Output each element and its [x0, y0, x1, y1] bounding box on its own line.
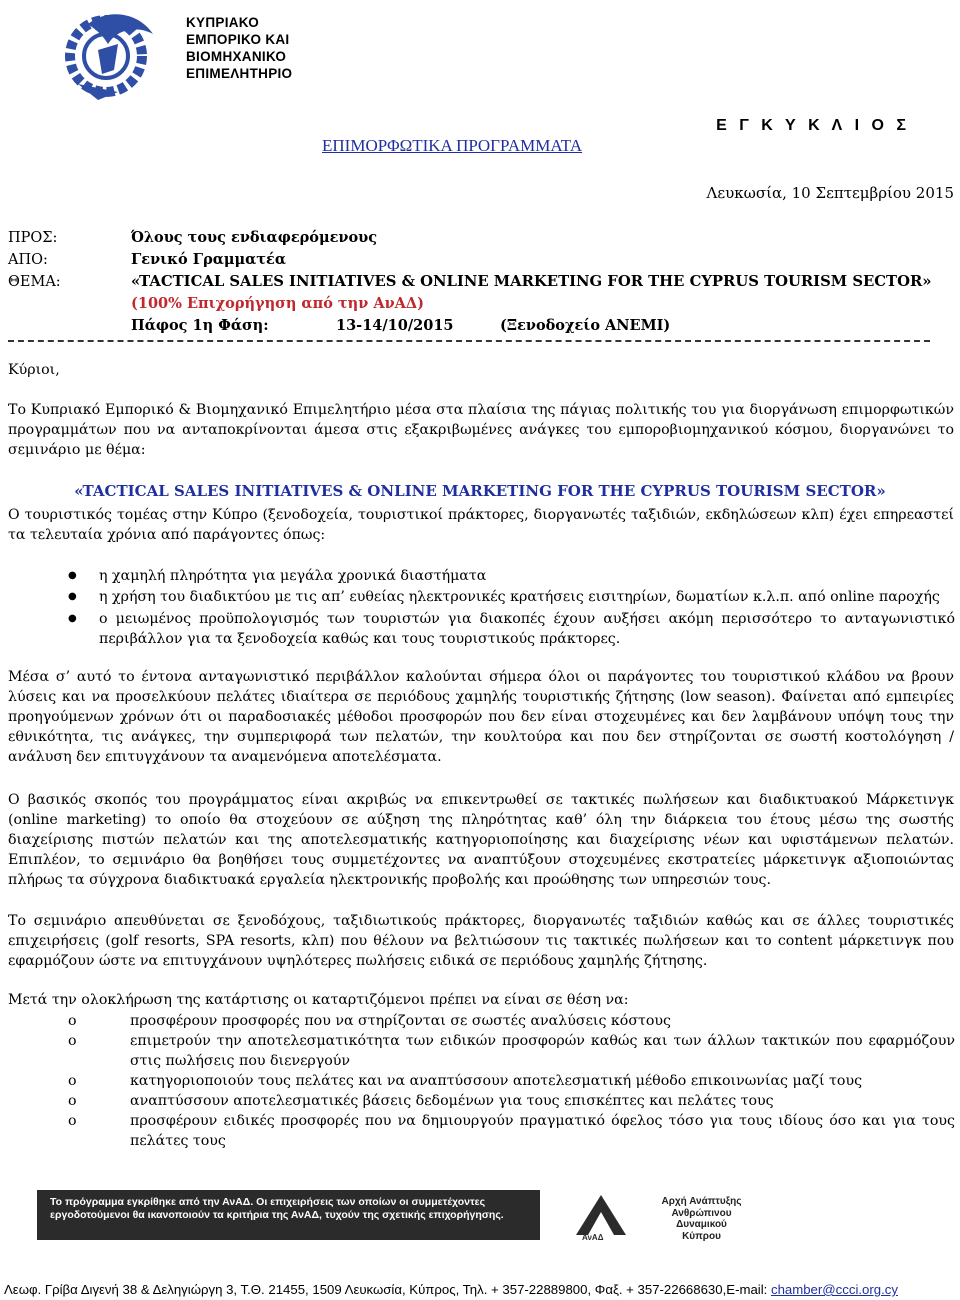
chamber-name-line: ΕΠΙΜΕΛΗΤΗΡΙΟ: [186, 66, 293, 81]
audience-paragraph: Το σεμινάριο απευθύνεται σε ξενοδόχους, ταξιδιωτικούς πράκτορες, διοργανωτές ταξιδιών καθώς και σε άλλες τουριστικές επιχειρήσεις (golf resorts, SPA resorts, κλπ) που θέλουν να βελτιώσουν τις τακτικές πωλήσεων και το content μάρκετινγκ που εφαρμόζουν ώστε να επιτυγχάνουν υψηλότερες πωλήσεις ειδικά σε περιόδους χαμηλής ζήτησης.: [8, 913, 954, 969]
bullet-icon: ●: [68, 570, 77, 581]
programs-title: ΕΠΙΜΟΡΦΩΤΙΚΑ ΠΡΟΓΡΑΜΜΑΤΑ: [322, 136, 583, 155]
bullet-item: η χαμηλή πληρότητα για μεγάλα χρονικά διαστήματα: [99, 568, 487, 584]
chamber-name-line: ΕΜΠΟΡΙΚΟ ΚΑΙ: [186, 32, 290, 47]
subject-subsidy: (100% Επιχορήγηση από την ΑνΑΔ): [131, 295, 424, 312]
seminar-title: «TACTICAL SALES INITIATIVES & ONLINE MARKETING FOR THE CYPRUS TOURISM SECTOR»: [74, 482, 886, 500]
anad-name-line: Δυναμικού: [676, 1219, 727, 1230]
outcomes-intro: Μετά την ολοκλήρωση της κατάρτισης οι καταρτιζόμενοι πρέπει να είναι σε θέση να:: [8, 992, 629, 1008]
circular-title: Ε Γ Κ Υ Κ Λ Ι Ο Σ: [716, 117, 910, 134]
footer-email-link[interactable]: chamber@ccci.org.cy: [770, 1282, 898, 1297]
subject-venue: (Ξενοδοχείο ΑΝΕΜΙ): [500, 317, 671, 334]
bullet-item: η χρήση του διαδικτύου με τις απ’ ευθείας ηλεκτρονικές κρατήσεις εισιτηρίων, δωματίων κ.λ.π. από online παροχής: [99, 589, 940, 605]
outcome-item: προσφέρουν προσφορές που να στηρίζονται σε σωστές αναλύσεις κόστους: [130, 1013, 671, 1029]
chamber-emblem-icon: [58, 4, 178, 104]
subject-dates: 13-14/10/2015: [336, 317, 454, 334]
outcome-item: αναπτύσσουν αποτελεσματικές βάσεις δεδομένων για τους επισκέπτες και πελάτες τους: [130, 1093, 774, 1109]
outcome-marker: o: [68, 1013, 77, 1029]
goal-paragraph: Ο βασικός σκοπός του προγράμματος είναι ακριβώς να επικεντρωθεί σε τακτικές πωλήσεων και διαδικτυακού Μάρκετινγκ (online marketing) το οποίο θα στοχεύουν σε αύξηση της πληρότητας καθ’ όλη την διάρκεια του έτους μέσω της σωστής διαχείρισης πιστών πελατών και της αποτελεσματικής κατηγοριοποίησης και διαχείρισης νέων και υφιστάμενων πελατών. Επιπλέον, το σεμινάριο θα βοηθήσει τους συμμετέχοντες να αναπτύξουν στοχευμένες εκστρατείες μάρκετινγκ αξιοποιώντας πλήρως τα σύγχρονα διαδικτυακά εργαλεία ηλεκτρονικής προβολής και προώθησης των υπηρεσιών τους.: [8, 792, 954, 888]
outcome-marker: o: [68, 1093, 77, 1109]
outcome-marker: o: [68, 1113, 77, 1129]
bullet-item: ο μειωμένος προϋπολογισμός των τουριστών για διακοπές έχουν αυξήσει ακόμη περισσότερο το ανταγωνιστικό περιβάλλον για τα ξενοδοχεία καθώς και τους τουριστικούς πράκτορες.: [99, 611, 955, 647]
outcome-marker: o: [68, 1033, 77, 1049]
anad-name-line: Κύπρου: [682, 1230, 721, 1242]
anad-name-line: Ανθρώπινου: [671, 1207, 732, 1219]
chamber-name-line: ΒΙΟΜΗΧΑΝΙΚΟ: [186, 49, 287, 64]
bullet-icon: ●: [68, 613, 77, 624]
to-label: ΠΡΟΣ:: [8, 230, 58, 246]
footer-address: Λεωφ. Γρίβα Διγενή 38 & Δεληγιώργη 3, Τ.Θ. 21455, 1509 Λευκωσία, Κύπρος, Τηλ. + 357-22889800, Φαξ. + 357-22668630,E-mail:: [4, 1282, 771, 1297]
chamber-name: [186, 14, 292, 82]
outcome-item: προσφέρουν ειδικές προσφορές που να δημιουργούν πραγματικό όφελος τόσο για τους ιδίους όσο και για τους πελάτες τους: [130, 1113, 955, 1149]
to-value: Όλους τους ενδιαφερόμενους: [131, 229, 378, 246]
from-value: Γενικό Γραμματέα: [131, 251, 286, 268]
competition-paragraph: Μέσα σ’ αυτό το έντονα ανταγωνιστικό περιβάλλον καλούνται σήμερα όλοι οι παράγοντες του τουριστικού κλάδου να βρουν λύσεις και να προσελκύουν πελάτες ιδιαίτερα σε περιόδους χαμηλής τουριστικής ζήτησης (low season). Φαίνεται από εμπειρίες προηγούμενων χρόνων ότι οι παραδοσιακές μέθοδοι προσφορών που δεν είναι στοχευμένες και δεν λαμβάνουν υπόψη τους την εθνικότητα, τις ανάγκες, την συμπεριφορά των πελατών, την κουλτούρα και που δεν στηρίζονται σε σωστή κοστολόγηση / ανάλυση δεν επιτυγχάνουν τα αναμενόμενα αποτελέσματα.: [8, 669, 954, 765]
subject-title: «TACTICAL SALES INITIATIVES & ONLINE MARKETING FOR THE CYPRUS TOURISM SECTOR»: [131, 273, 932, 290]
bullet-icon: ●: [68, 591, 77, 602]
outcome-item: επιμετρούν την αποτελεσματικότητα των ειδικών προσφορών καθώς και των άλλων τακτικών που εφαρμόζουν στις πωλήσεις που διενεργούν: [130, 1033, 955, 1069]
context-paragraph: Ο τουριστικός τομέας στην Κύπρο (ξενοδοχεία, τουριστικοί πράκτορες, διοργανωτές ταξιδιών, εκδηλώσεων κλπ) έχει επηρεαστεί τα τελευταία χρόνια από παράγοντες όπως:: [8, 507, 954, 543]
outcome-marker: o: [68, 1073, 77, 1089]
anad-name-line: Αρχή Ανάπτυξης: [661, 1196, 742, 1207]
subject-label: ΘΕΜΑ:: [8, 274, 61, 290]
anad-name: [654, 1196, 749, 1242]
from-label: ΑΠΟ:: [8, 252, 48, 268]
subject-phase: Πάφος 1η Φάση:: [131, 317, 269, 334]
salutation: Κύριοι,: [8, 362, 60, 378]
chamber-name-line: ΚΥΠΡΙΑΚΟ: [186, 15, 260, 30]
intro-paragraph: Το Κυπριακό Εμπορικό & Βιομηχανικό Επιμελητήριο μέσα στα πλαίσια της πάγιας πολιτικής του για διοργάνωση επιμορφωτικών προγραμμάτων που να ανταποκρίνονται άμεσα στις εξακριβωμένες ανάγκες του εμποροβιομηχανικού κόσμου, διοργανώνει το σεμινάριο με θέμα:: [8, 402, 954, 458]
anad-banner-text: Το πρόγραμμα εγκρίθηκε από την ΑνΑΔ. Οι επιχειρήσεις των οποίων οι συμμετέχοντες εργοδοτούμενοι θα ικανοποιούν τα κριτήρια της ΑνΑΔ, τυχούν της σχετικής επιχορήγησης.: [50, 1196, 504, 1221]
outcome-item: κατηγοριοποιούν τους πελάτες και να αναπτύσσουν αποτελεσματική μέθοδο επικοινωνίας μαζί τους: [130, 1073, 863, 1089]
document-date: Λευκωσία, 10 Σεπτεμβρίου 2015: [706, 184, 954, 202]
anad-badge: ΑνΑΔ: [582, 1233, 604, 1242]
separator-line: [8, 340, 930, 342]
footer-contact: [4, 1280, 898, 1300]
